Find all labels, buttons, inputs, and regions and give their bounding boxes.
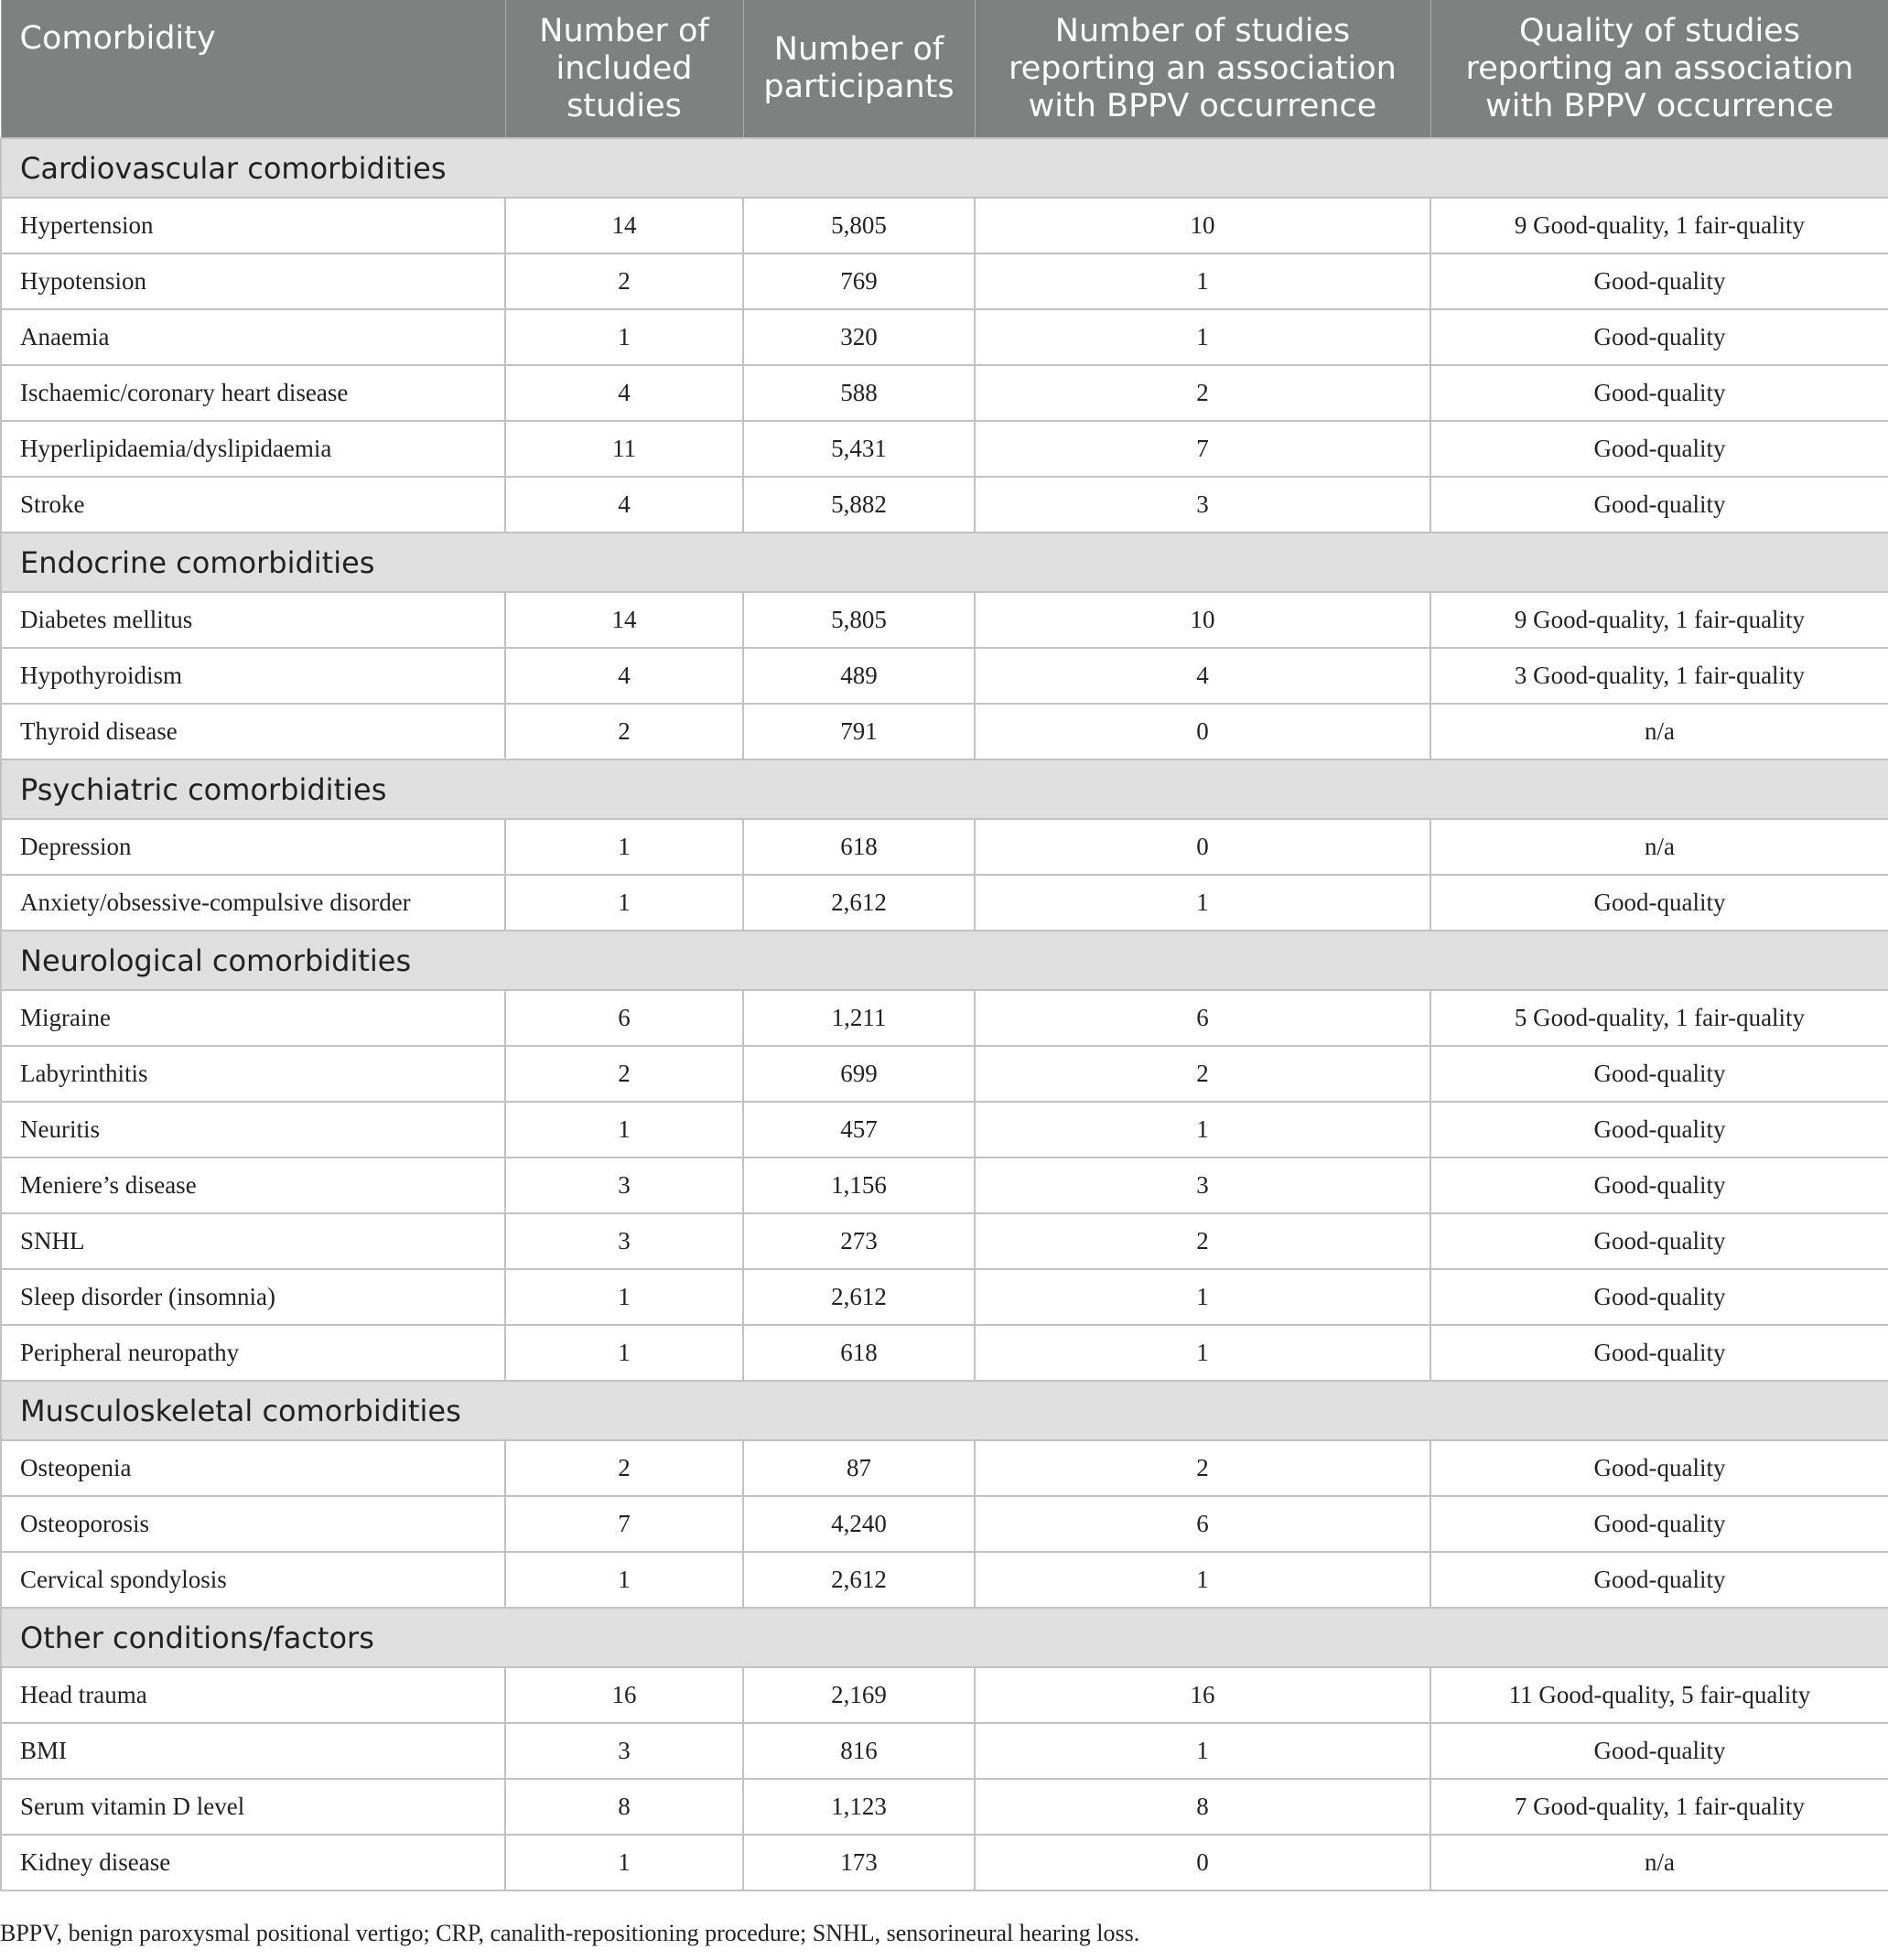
cell-comorbidity: Peripheral neuropathy — [1, 1325, 505, 1381]
cell-included-studies: 14 — [505, 198, 743, 253]
header-line: studies — [566, 87, 682, 124]
cell-quality: n/a — [1430, 819, 1888, 875]
table-row — [1, 819, 1888, 875]
cell-studies-association: 6 — [975, 1496, 1430, 1552]
cell-included-studies: 6 — [505, 990, 743, 1046]
cell-studies-association: 0 — [975, 819, 1430, 875]
cell-comorbidity: Ischaemic/coronary heart disease — [1, 365, 505, 421]
cell-comorbidity: Hypertension — [1, 198, 505, 253]
cell-quality: 9 Good-quality, 1 fair-quality — [1430, 198, 1888, 253]
table-row — [1, 1667, 1888, 1723]
section-header-row — [1, 1381, 1888, 1440]
cell-studies-association: 1 — [975, 1102, 1430, 1158]
table-row — [1, 1325, 1888, 1381]
cell-studies-association: 4 — [975, 648, 1430, 704]
cell-quality: Good-quality — [1430, 1213, 1888, 1269]
header-line: Comorbidity — [19, 20, 216, 57]
header-line: participants — [763, 69, 955, 105]
cell-quality: Good-quality — [1430, 1158, 1888, 1213]
cell-comorbidity: SNHL — [1, 1213, 505, 1269]
header-line: Number of — [539, 12, 709, 49]
cell-included-studies: 1 — [505, 1102, 743, 1158]
cell-participants: 1,211 — [743, 990, 975, 1046]
cell-participants: 2,169 — [743, 1667, 975, 1723]
cell-participants: 1,156 — [743, 1158, 975, 1213]
cell-participants: 273 — [743, 1213, 975, 1269]
table-row — [1, 1213, 1888, 1269]
section-title: Psychiatric comorbidities — [1, 759, 1888, 819]
cell-included-studies: 3 — [505, 1723, 743, 1779]
table-row — [1, 253, 1888, 309]
cell-included-studies: 1 — [505, 1552, 743, 1608]
cell-participants: 699 — [743, 1046, 975, 1102]
cell-studies-association: 6 — [975, 990, 1430, 1046]
table-row — [1, 365, 1888, 421]
header-line: reporting an association — [1009, 49, 1397, 87]
cell-studies-association: 1 — [975, 1269, 1430, 1325]
cell-quality: 9 Good-quality, 1 fair-quality — [1430, 592, 1888, 648]
header-line: with BPPV occurrence — [1028, 87, 1377, 124]
cell-participants: 791 — [743, 704, 975, 759]
cell-quality: Good-quality — [1430, 1496, 1888, 1552]
cell-comorbidity: Osteoporosis — [1, 1496, 505, 1552]
cell-participants: 588 — [743, 365, 975, 421]
cell-studies-association: 2 — [975, 1213, 1430, 1269]
cell-quality: Good-quality — [1430, 1269, 1888, 1325]
cell-included-studies: 2 — [505, 253, 743, 309]
cell-quality: 3 Good-quality, 1 fair-quality — [1430, 648, 1888, 704]
section-header-row — [1, 533, 1888, 592]
cell-studies-association: 2 — [975, 1046, 1430, 1102]
section-title: Cardiovascular comorbidities — [1, 138, 1888, 198]
table-row — [1, 1158, 1888, 1213]
cell-included-studies: 1 — [505, 875, 743, 931]
table-row — [1, 309, 1888, 365]
table-row — [1, 990, 1888, 1046]
cell-participants: 2,612 — [743, 1552, 975, 1608]
cell-comorbidity: Stroke — [1, 477, 505, 533]
header-line: Number of studies — [1054, 12, 1351, 49]
section-title: Neurological comorbidities — [1, 931, 1888, 990]
header-line: Number of — [773, 31, 944, 68]
cell-quality: Good-quality — [1430, 309, 1888, 365]
table-row — [1, 1102, 1888, 1158]
cell-studies-association: 8 — [975, 1779, 1430, 1835]
cell-comorbidity: Head trauma — [1, 1667, 505, 1723]
cell-participants: 618 — [743, 819, 975, 875]
cell-participants: 2,612 — [743, 1269, 975, 1325]
table-row — [1, 477, 1888, 533]
cell-included-studies: 2 — [505, 1046, 743, 1102]
cell-comorbidity: Hyperlipidaemia/dyslipidaemia — [1, 421, 505, 477]
cell-studies-association: 1 — [975, 1325, 1430, 1381]
cell-studies-association: 3 — [975, 477, 1430, 533]
cell-quality: Good-quality — [1430, 1325, 1888, 1381]
cell-quality: Good-quality — [1430, 1552, 1888, 1608]
cell-comorbidity: Kidney disease — [1, 1835, 505, 1890]
cell-included-studies: 1 — [505, 1325, 743, 1381]
section-header-row — [1, 759, 1888, 819]
cell-studies-association: 3 — [975, 1158, 1430, 1213]
cell-comorbidity: Sleep disorder (insomnia) — [1, 1269, 505, 1325]
section-header-row — [1, 931, 1888, 990]
cell-comorbidity: Osteopenia — [1, 1440, 505, 1496]
section-title: Endocrine comorbidities — [1, 533, 1888, 592]
table-row — [1, 1552, 1888, 1608]
cell-included-studies: 1 — [505, 819, 743, 875]
cell-quality: Good-quality — [1430, 365, 1888, 421]
cell-quality: 5 Good-quality, 1 fair-quality — [1430, 990, 1888, 1046]
table-body — [1, 138, 1888, 1890]
cell-included-studies: 4 — [505, 648, 743, 704]
cell-quality: Good-quality — [1430, 1046, 1888, 1102]
cell-participants: 5,882 — [743, 477, 975, 533]
cell-included-studies: 3 — [505, 1213, 743, 1269]
cell-comorbidity: Depression — [1, 819, 505, 875]
cell-included-studies: 1 — [505, 309, 743, 365]
section-header-row — [1, 138, 1888, 198]
cell-studies-association: 1 — [975, 309, 1430, 365]
cell-studies-association: 1 — [975, 253, 1430, 309]
table-row — [1, 198, 1888, 253]
cell-included-studies: 4 — [505, 477, 743, 533]
cell-included-studies: 14 — [505, 592, 743, 648]
cell-participants: 4,240 — [743, 1496, 975, 1552]
cell-participants: 457 — [743, 1102, 975, 1158]
cell-included-studies: 1 — [505, 1835, 743, 1890]
cell-participants: 5,805 — [743, 198, 975, 253]
cell-participants: 816 — [743, 1723, 975, 1779]
cell-comorbidity: BMI — [1, 1723, 505, 1779]
cell-included-studies: 2 — [505, 704, 743, 759]
header-line: included — [556, 49, 693, 87]
table-row — [1, 704, 1888, 759]
cell-participants: 489 — [743, 648, 975, 704]
table-row — [1, 421, 1888, 477]
cell-quality: n/a — [1430, 1835, 1888, 1890]
cell-included-studies: 7 — [505, 1496, 743, 1552]
cell-participants: 1,123 — [743, 1779, 975, 1835]
section-header-row — [1, 1608, 1888, 1667]
cell-studies-association: 1 — [975, 875, 1430, 931]
cell-quality: n/a — [1430, 704, 1888, 759]
table-row — [1, 648, 1888, 704]
table-row — [1, 1496, 1888, 1552]
section-title: Musculoskeletal comorbidities — [1, 1381, 1888, 1440]
cell-comorbidity: Meniere’s disease — [1, 1158, 505, 1213]
cell-participants: 2,612 — [743, 875, 975, 931]
cell-studies-association: 10 — [975, 198, 1430, 253]
cell-studies-association: 7 — [975, 421, 1430, 477]
cell-studies-association: 16 — [975, 1667, 1430, 1723]
cell-studies-association: 2 — [975, 1440, 1430, 1496]
cell-studies-association: 10 — [975, 592, 1430, 648]
cell-studies-association: 1 — [975, 1552, 1430, 1608]
table-row — [1, 1440, 1888, 1496]
cell-comorbidity: Neuritis — [1, 1102, 505, 1158]
cell-included-studies: 3 — [505, 1158, 743, 1213]
cell-studies-association: 0 — [975, 1835, 1430, 1890]
cell-comorbidity: Hypotension — [1, 253, 505, 309]
cell-comorbidity: Labyrinthitis — [1, 1046, 505, 1102]
cell-comorbidity: Thyroid disease — [1, 704, 505, 759]
table-row — [1, 1779, 1888, 1835]
header-comorbidity — [1, 0, 505, 138]
cell-quality: Good-quality — [1430, 253, 1888, 309]
cell-comorbidity: Anxiety/obsessive-compulsive disorder — [1, 875, 505, 931]
cell-studies-association: 0 — [975, 704, 1430, 759]
cell-included-studies: 11 — [505, 421, 743, 477]
table-footnote: BPPV, benign paroxysmal positional vertigo; CRP, canalith-repositioning procedure; SNHL, sensorineural hearing loss. — [0, 1920, 1140, 1946]
cell-comorbidity: Anaemia — [1, 309, 505, 365]
header-line: reporting an association — [1465, 49, 1854, 87]
cell-participants: 618 — [743, 1325, 975, 1381]
cell-included-studies: 4 — [505, 365, 743, 421]
cell-included-studies: 1 — [505, 1269, 743, 1325]
table-header — [1, 0, 1888, 138]
header-participants — [743, 0, 975, 138]
cell-quality: Good-quality — [1430, 477, 1888, 533]
cell-comorbidity: Cervical spondylosis — [1, 1552, 505, 1608]
cell-studies-association: 2 — [975, 365, 1430, 421]
header-quality-association — [1430, 0, 1888, 138]
table-row — [1, 1835, 1888, 1890]
cell-comorbidity: Serum vitamin D level — [1, 1779, 505, 1835]
cell-quality: Good-quality — [1430, 421, 1888, 477]
cell-studies-association: 1 — [975, 1723, 1430, 1779]
section-title: Other conditions/factors — [1, 1608, 1888, 1667]
cell-quality: Good-quality — [1430, 1102, 1888, 1158]
table-row — [1, 1046, 1888, 1102]
cell-included-studies: 16 — [505, 1667, 743, 1723]
table-row — [1, 1723, 1888, 1779]
cell-quality: 11 Good-quality, 5 fair-quality — [1430, 1667, 1888, 1723]
cell-comorbidity: Hypothyroidism — [1, 648, 505, 704]
cell-quality: 7 Good-quality, 1 fair-quality — [1430, 1779, 1888, 1835]
header-line: with BPPV occurrence — [1485, 87, 1834, 124]
cell-included-studies: 2 — [505, 1440, 743, 1496]
header-row — [1, 0, 1888, 138]
cell-quality: Good-quality — [1430, 875, 1888, 931]
table-row — [1, 1269, 1888, 1325]
header-line: Quality of studies — [1519, 12, 1800, 49]
cell-quality: Good-quality — [1430, 1440, 1888, 1496]
table-row — [1, 592, 1888, 648]
cell-included-studies: 8 — [505, 1779, 743, 1835]
cell-participants: 320 — [743, 309, 975, 365]
header-studies-association — [975, 0, 1430, 138]
cell-participants: 769 — [743, 253, 975, 309]
table-row — [1, 875, 1888, 931]
cell-participants: 5,805 — [743, 592, 975, 648]
cell-comorbidity: Diabetes mellitus — [1, 592, 505, 648]
header-included-studies — [505, 0, 743, 138]
cell-participants: 173 — [743, 1835, 975, 1890]
cell-comorbidity: Migraine — [1, 990, 505, 1046]
cell-participants: 87 — [743, 1440, 975, 1496]
cell-quality: Good-quality — [1430, 1723, 1888, 1779]
cell-participants: 5,431 — [743, 421, 975, 477]
